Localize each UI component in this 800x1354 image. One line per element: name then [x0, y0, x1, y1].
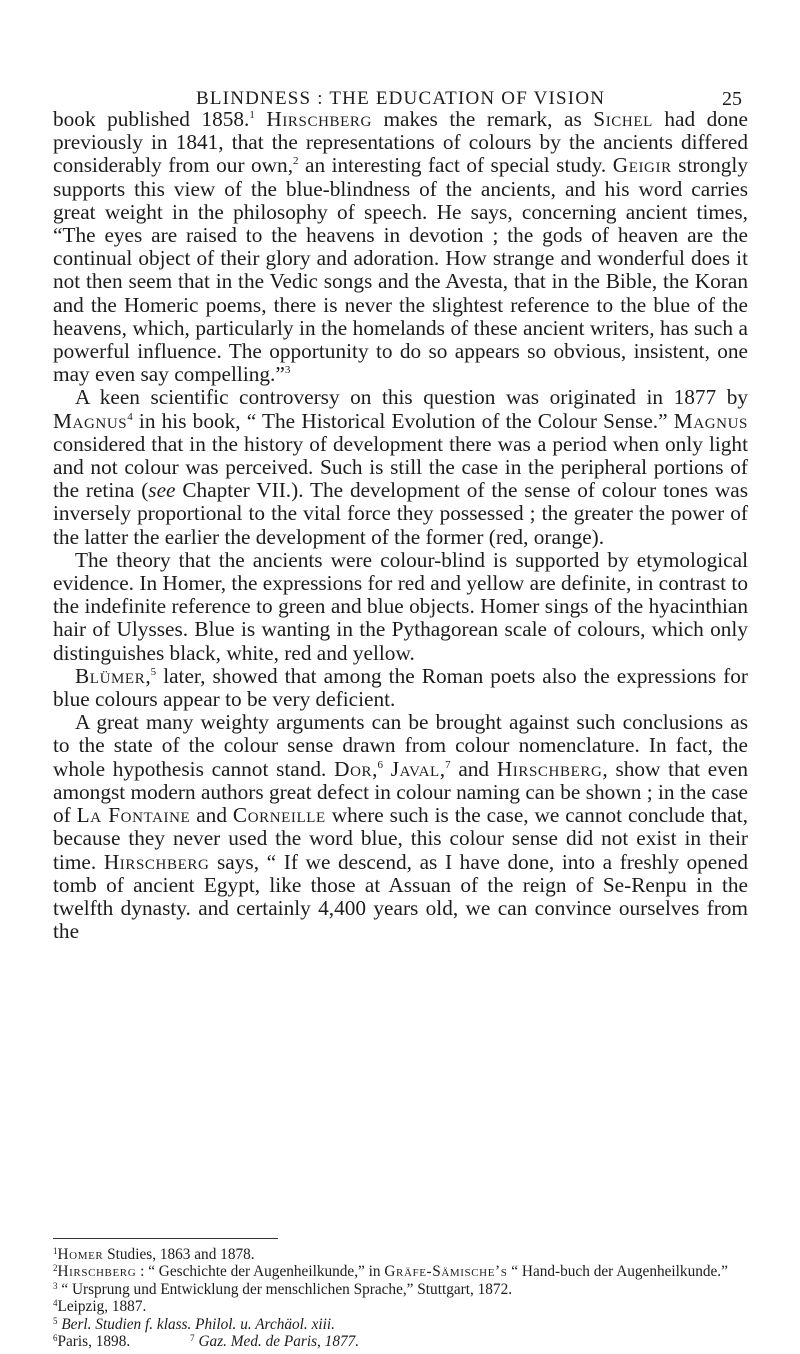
author-name: Magnus	[53, 408, 128, 433]
footnote-ref[interactable]: 4	[127, 410, 133, 423]
paragraph-4: Blümer,$^5$ later, showed that among the Roman poets also the expressions for blue colours appear to be very deficient.	[53, 663, 748, 712]
footnote-row	[53, 1333, 748, 1350]
footnote-ref[interactable]: 2	[293, 155, 299, 168]
author-name: La Fontaine	[76, 803, 191, 828]
author-name: Javal	[390, 756, 440, 781]
footnote-6: $^6$Paris, 1898.	[53, 1333, 131, 1351]
author-name: Dor	[334, 756, 373, 781]
footnote-5: $^5$ Berl. Studien f. klass. Philol. u. Archäol. xiii.	[53, 1315, 335, 1333]
author-name: Hirschberg	[496, 756, 603, 781]
footnote-ref[interactable]: 7	[445, 758, 451, 771]
running-head: BLINDNESS : THE EDUCATION OF VISION	[196, 88, 606, 109]
author-name: Corneille	[232, 803, 326, 828]
footnote-1: $^1$Homer Studies, 1863 and 1878.	[53, 1246, 255, 1263]
author-name: Hirschberg	[103, 849, 210, 874]
footnotes	[53, 1246, 748, 1350]
footnote-divider	[53, 1238, 278, 1239]
footnote-7: $^7$ Gaz. Med. de Paris, 1877.	[190, 1333, 360, 1351]
author-name: Sichel	[593, 107, 653, 131]
body-text	[53, 108, 748, 943]
footnote-ref[interactable]: 1	[249, 109, 255, 121]
footnote-ref[interactable]: 3	[284, 364, 291, 377]
paragraph-3: The theory that the ancients were colour-blind is supported by etymological evidence. In Homer, the expressions for red and yellow are definite, in contrast to the indefinite reference to green and blue objects. Homer sings of the hyacinthian hair of Ulysses. Blue is wanting in the Pythagorean scale of colours, which only distinguishes black, white, red and yellow.	[53, 547, 748, 665]
footnote-4: $^4$Leipzig, 1887.	[53, 1298, 147, 1316]
footnote-2: $^2$Hirschberg : “ Geschichte der Augenheilkunde,” in Gräfe-Sämische’s “ Hand-buch der Augenheilkunde.”	[53, 1263, 728, 1281]
paragraph-1: book published 1858.$^1$ Hirschberg makes the remark, as Sichel had done previously in 1841, that the representations of colours by the ancients differed considerably from our own,$^2$ an interesting fact of special study. Geigir strongly supports this view of the blue-blindness of the ancients, and his word carries great weight in the philosophy of speech. He says, concerning ancient times, “The eyes are raised to the heavens in devotion ; the gods of heaven are the continual object of their glory and adoration. How strange and wonderful does it not then seem that in the Vedic songs and the Avesta, that in the Bible, the Koran and the Homeric poems, there is never the slightest reference to the blue of the heavens, which, particularly in the homelands of these ancient writers, has such a powerful influence. The opportunity to do so appears so obvious, insistent, one may even say compelling.”$^3$	[53, 107, 749, 387]
author-name: Blümer	[75, 663, 146, 688]
author-name: Geigir	[612, 153, 672, 178]
footnote-3: $^3$ “ Ursprung und Entwicklung der menschlichen Sprache,” Stuttgart, 1872.	[53, 1280, 513, 1298]
footnote-ref[interactable]: 5	[150, 665, 157, 678]
paragraph-2: A keen scientific controversy on this question was originated in 1877 by Magnus$^4$ in his book, “ The Historical Evolution of the Colour Sense.” Magnus considered that in the history of development there was a period when only light and not colour was perceived. Such is still the case in the peripheral portions of the retina (see Chapter VII.). The development of the sense of colour tones was inversely proportional to the vital force they possessed ; the greater the power of the latter the earlier the development of the former (red, orange).	[53, 385, 748, 549]
author-name: Magnus	[673, 408, 748, 433]
footnote-ref[interactable]: 6	[377, 758, 383, 771]
page-number: 25	[722, 88, 742, 110]
author-name: Hirschberg	[266, 107, 372, 131]
paragraph-5: A great many weighty arguments can be brought against such conclusions as to the state of the colour sense drawn from colour nomenclature. In fact, the whole hypothesis cannot stand. Dor,$^6$ Javal,$^7$ and Hirschberg, show that even amongst modern authors great defect in colour naming can be shown ; in the case of La Fontaine and Corneille where such is the case, we cannot conclude that, because they never used the word blue, this colour sense did not exist in their time. Hirschberg says, “ If we descend, as I have done, into a freshly opened tomb of ancient Egypt, like those at Assuan of the reign of Se-Renpu in the twelfth dynasty. and certainly 4,400 years old, we can convince ourselves from the	[53, 710, 748, 944]
see-reference: see	[148, 478, 176, 503]
